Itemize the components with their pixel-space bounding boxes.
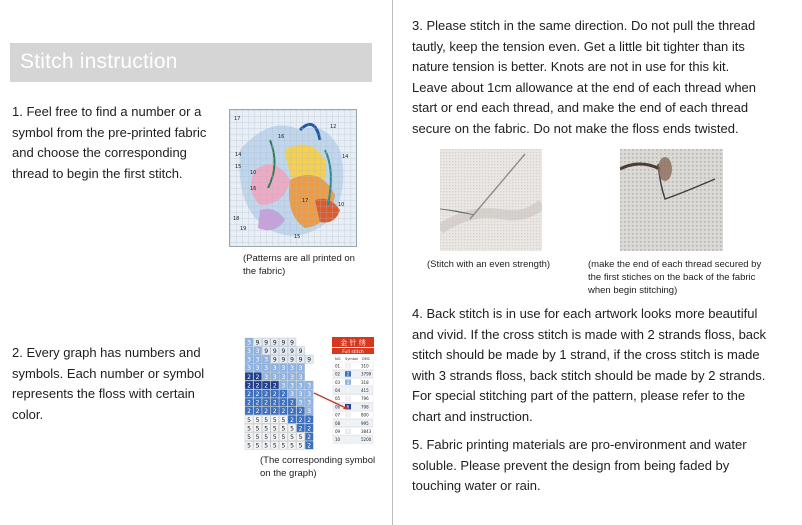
graph-symbol: 5 (264, 434, 269, 441)
step-3-text: 3. Please stitch in the same direction. Do not pull the thread tautly, keep the tension even. Get a little bit tighter than its nature tension is better. Knots are not in use for this kit. Leave about 1cm allowance at the end of each thread when start or end each thread, and make the end of each thread secure on the fabric. Do not make the floss ends twisted. (412, 18, 757, 136)
pattern-label: 17 (234, 116, 241, 122)
symbol-graph-image (244, 337, 374, 453)
graph-symbol: 3 (290, 373, 294, 381)
pattern-label: 14 (235, 152, 242, 158)
step-5-text: 5. Fabric printing materials are pro-environment and water soluble. Please prevent the design from being faded by touching water or rain. (412, 437, 747, 493)
legend-symbol: 6 (346, 404, 350, 410)
legend-symbol: 8 (346, 420, 350, 426)
graph-symbol: 2 (272, 408, 277, 416)
graph-symbol: 3 (247, 365, 251, 373)
legend-symbol: 9 (346, 429, 350, 434)
graph-symbol: 2 (255, 408, 260, 416)
graph-symbol: 2 (272, 382, 277, 390)
graph-symbol: 3 (272, 373, 277, 381)
graph-symbol: 3 (290, 365, 294, 373)
graph-symbol: 5 (290, 425, 294, 433)
graph-symbol: 5 (247, 434, 251, 441)
graph-symbol: 5 (264, 416, 269, 424)
graph-symbol: 2 (247, 382, 251, 390)
legend-no: 01 (335, 363, 341, 369)
legend-symbol: 7 (346, 412, 350, 418)
even-strength-caption: (Stitch with an even strength) (427, 259, 551, 270)
graph-symbol: 5 (272, 425, 277, 433)
legend-symbol: 2 (346, 371, 350, 377)
graph-symbol: 9 (307, 356, 312, 364)
legend-symbol: 4 (346, 388, 350, 393)
graph-symbol: 2 (281, 408, 286, 416)
graph-symbol: 3 (247, 356, 251, 364)
graph-symbol: 9 (272, 356, 277, 364)
graph-symbol: 5 (298, 434, 303, 441)
graph-symbol: 5 (247, 416, 251, 424)
legend-dmc: 5200 (361, 437, 372, 443)
legend-dmc: 3799 (361, 371, 372, 377)
step-4-text: 4. Back stitch is in use for each artwork looks more beautiful and vivid. If the cross stitch is made with 2 strands floss, back stitch should be made by 1 strand, if the cross stitch is made with 3 strands floss, back stitch should be made by 2 strands. For special stitching part of the pattern, please refer to the chart and instruction. (412, 306, 767, 424)
graph-symbol: 2 (255, 382, 260, 390)
graph-symbol: 9 (281, 339, 286, 347)
legend-brand: 金 针 绣 (340, 339, 366, 347)
legend-header-dmc: DMC (362, 357, 371, 361)
graph-symbol: 2 (290, 416, 294, 424)
legend-no: 08 (335, 420, 341, 426)
graph-symbol: 3 (307, 399, 312, 407)
graph-symbol: 2 (307, 425, 312, 433)
graph-symbol: 3 (290, 391, 294, 398)
legend-header-symbol: Symbol (345, 357, 359, 361)
graph-symbol: 3 (264, 356, 269, 364)
graph-symbol: 5 (255, 434, 260, 441)
legend-symbol: 3 (346, 379, 350, 385)
graph-symbol: 5 (272, 434, 277, 441)
legend-dmc: 415 (361, 388, 369, 393)
graph-symbol: 2 (298, 416, 303, 424)
graph-symbol: 3 (307, 408, 312, 416)
graph-caption: (The corresponding symbol on the graph) (260, 455, 376, 479)
secured-thread-photo (620, 149, 723, 251)
graph-symbol: 5 (281, 425, 286, 433)
even-strength-photo (440, 149, 542, 251)
graph-symbol: 2 (290, 408, 294, 416)
graph-symbol: 2 (281, 399, 286, 407)
graph-symbol: 3 (247, 348, 251, 355)
graph-symbol: 3 (298, 365, 303, 373)
graph-symbol: 2 (247, 373, 251, 381)
legend-dmc: 310 (361, 363, 369, 369)
graph-symbol: 5 (255, 416, 260, 424)
pattern-label: 16 (250, 186, 257, 192)
graph-symbol: 2 (307, 442, 312, 450)
graph-symbol: 3 (255, 356, 260, 364)
graph-symbol: 5 (264, 425, 269, 433)
legend-dmc: 800 (361, 412, 369, 418)
pattern-label: 15 (294, 234, 301, 240)
graph-symbol: 2 (264, 391, 269, 398)
graph-symbol: 3 (307, 382, 312, 390)
graph-symbol: 5 (298, 442, 303, 450)
graph-symbol: 3 (298, 373, 303, 381)
graph-symbol: 9 (298, 348, 303, 355)
graph-symbol: 3 (281, 373, 286, 381)
graph-symbol: 9 (272, 348, 277, 355)
legend-subtitle: Full stitch (342, 350, 364, 355)
graph-symbol: 2 (255, 391, 260, 398)
pattern-label: 10 (338, 202, 345, 208)
graph-symbol: 2 (307, 434, 312, 441)
graph-symbol: 3 (281, 382, 286, 390)
graph-symbol: 5 (281, 434, 286, 441)
graph-symbol: 5 (247, 425, 251, 433)
step-1-text: 1. Feel free to find a number or a symbol from the pre-printed fabric and choose the corresponding thread to begin the first stitch. (12, 104, 207, 181)
graph-symbol: 3 (247, 339, 251, 347)
graph-symbol: 9 (290, 348, 294, 355)
page-title: Stitch instruction (20, 50, 178, 73)
graph-symbol: 2 (281, 391, 286, 398)
pattern-caption: (Patterns are all printed on the fabric) (243, 253, 355, 277)
legend-no: 05 (335, 396, 341, 402)
graph-symbol: 9 (255, 339, 260, 347)
legend-no: 10 (335, 437, 341, 443)
graph-symbol: 3 (264, 373, 269, 381)
graph-symbol: 9 (290, 339, 294, 347)
graph-symbol: 5 (272, 442, 277, 450)
legend-no: 07 (335, 412, 341, 418)
graph-symbol: 2 (255, 373, 260, 381)
graph-symbol: 5 (264, 442, 269, 450)
legend-no: 04 (335, 388, 341, 393)
graph-symbol: 5 (281, 442, 286, 450)
graph-symbol: 2 (264, 408, 269, 416)
legend-no: 03 (335, 379, 341, 385)
graph-symbol: 3 (298, 382, 303, 390)
legend-symbol: 1 (346, 363, 350, 369)
graph-symbol: 5 (281, 416, 286, 424)
column-divider (392, 0, 393, 525)
graph-symbol: 2 (290, 399, 294, 407)
graph-symbol: 9 (281, 356, 286, 364)
graph-symbol: 3 (272, 365, 277, 373)
graph-symbol: 2 (298, 425, 303, 433)
graph-symbol: 5 (290, 434, 294, 441)
graph-symbol: 9 (290, 356, 294, 364)
pattern-label: 18 (233, 216, 240, 222)
legend-symbol: 5 (346, 396, 350, 402)
graph-symbol: 2 (247, 391, 251, 398)
graph-symbol: 3 (290, 382, 294, 390)
graph-symbol: 5 (255, 442, 260, 450)
legend-symbol: 5 (346, 437, 350, 443)
legend-dmc: 995 (361, 420, 369, 426)
legend-dmc: 796 (361, 396, 369, 402)
legend-dmc: 318 (361, 379, 369, 385)
legend-header-no: NO. (335, 357, 342, 361)
graph-symbol: 2 (307, 416, 312, 424)
graph-symbol: 2 (247, 399, 251, 407)
pattern-label: 17 (302, 198, 309, 204)
pattern-label: 15 (235, 164, 242, 170)
pattern-label: 16 (278, 134, 285, 140)
legend-dmc: 798 (361, 404, 369, 410)
printed-pattern-image (229, 109, 357, 247)
graph-symbol: 5 (255, 425, 260, 433)
legend-no: 02 (335, 371, 341, 377)
secured-thread-caption: (make the end of each thread secured by the first stiches on the back of the fabric when begin stitching) (588, 259, 762, 296)
graph-symbol: 9 (298, 356, 303, 364)
graph-symbol: 2 (298, 408, 303, 416)
graph-symbol: 5 (272, 416, 277, 424)
graph-symbol: 2 (247, 408, 251, 416)
pattern-label: 19 (240, 226, 247, 232)
legend-dmc: 3843 (361, 429, 372, 434)
graph-symbol: 9 (264, 339, 269, 347)
graph-symbol: 2 (255, 399, 260, 407)
legend-no: 09 (335, 429, 341, 434)
graph-symbol: 9 (264, 348, 269, 355)
step-2-text: 2. Every graph has numbers and symbols. Each number or symbol represents the floss with certain color. (12, 345, 205, 422)
graph-symbol: 9 (272, 339, 277, 347)
graph-symbol: 3 (264, 365, 269, 373)
graph-symbol: 5 (247, 442, 251, 450)
legend-no: 06 (335, 404, 341, 410)
graph-symbol: 3 (255, 348, 260, 355)
graph-symbol: 3 (307, 391, 312, 398)
graph-symbol: 3 (281, 365, 286, 373)
pattern-label: 14 (342, 154, 349, 160)
pattern-label: 10 (250, 170, 257, 176)
graph-symbol: 9 (281, 348, 286, 355)
graph-symbol: 5 (290, 442, 294, 450)
graph-symbol: 2 (264, 382, 269, 390)
graph-symbol: 3 (298, 399, 303, 407)
graph-symbol: 2 (264, 399, 269, 407)
graph-symbol: 3 (298, 391, 303, 398)
graph-symbol: 2 (272, 391, 277, 398)
graph-symbol: 2 (272, 399, 277, 407)
pattern-label: 12 (330, 124, 337, 130)
graph-symbol: 3 (255, 365, 260, 373)
section-banner (10, 43, 372, 82)
